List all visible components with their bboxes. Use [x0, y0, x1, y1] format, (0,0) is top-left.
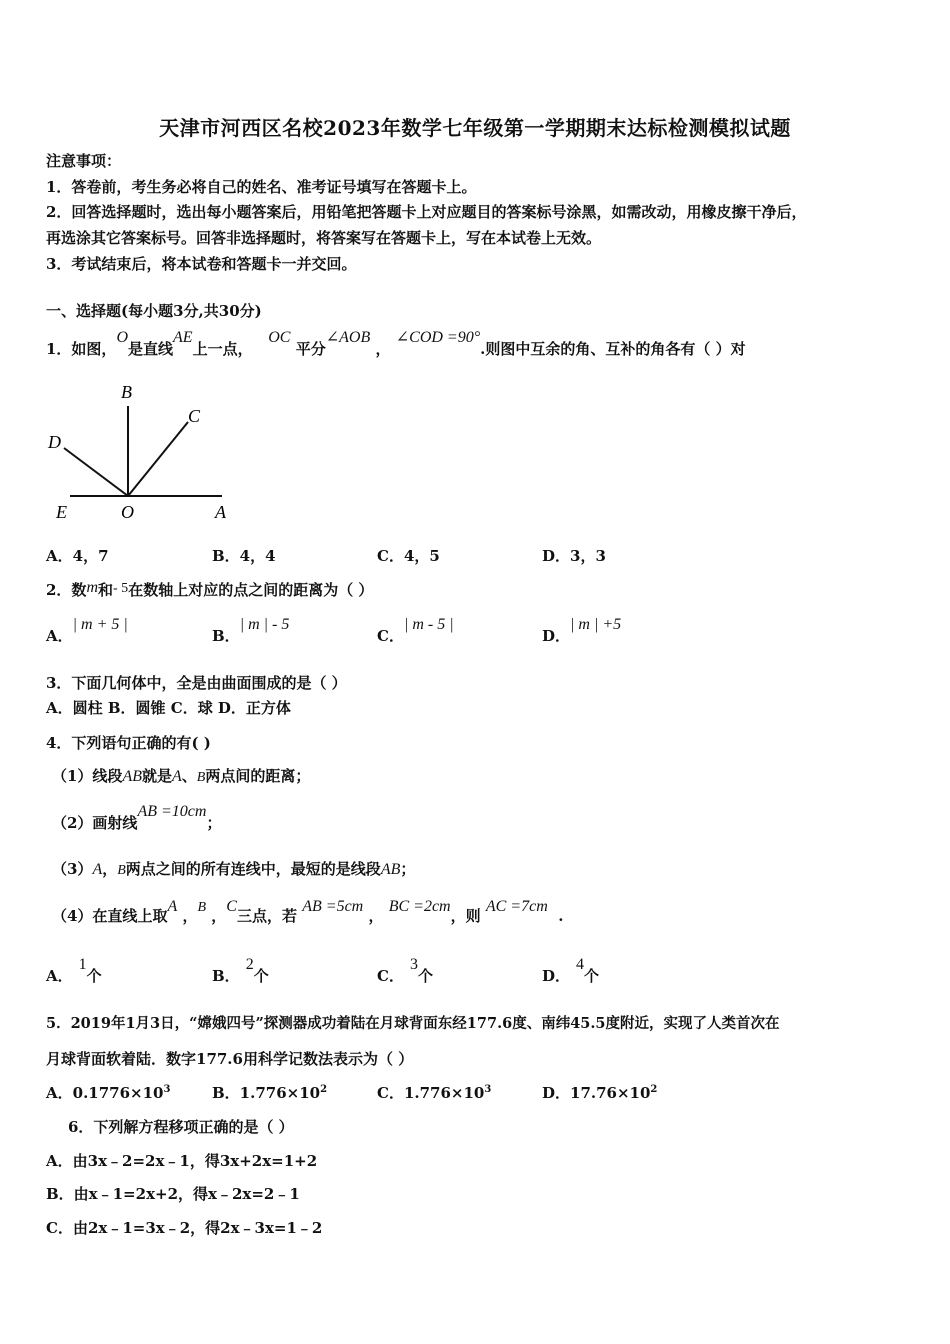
page-title: 天津市河西区名校2023年数学七年级第一学期期末达标检测模拟试题	[159, 116, 791, 140]
q4-option-a[interactable]	[46, 956, 102, 986]
q1-text-3: 上一点，	[192, 340, 253, 358]
q2-math-2: - 5	[113, 581, 129, 596]
q1-text-1: 1．如图，	[46, 340, 117, 358]
q4-s3-text-1: （3）	[52, 860, 93, 878]
q4-s2-text-1: （2）画射线	[52, 814, 138, 832]
notice-item-1: 1．答卷前，考生务必将自己的姓名、准考证号填写在答题卡上。	[46, 178, 477, 196]
q1-figure	[40, 378, 250, 528]
q4-option-d-label: D．	[542, 967, 571, 985]
q4-s1-text-4: 两点间的距离；	[205, 767, 311, 785]
q5-option-b[interactable]	[212, 1082, 327, 1103]
q1-math-5: ∠COD =90°	[395, 329, 481, 346]
q2-text-3: 在数轴上对应的点之间的距离为（ ）	[128, 581, 374, 599]
q4-statement-1	[52, 765, 310, 786]
q2-option-b-expr: | m | - 5	[239, 616, 290, 633]
q4-option-a-label: A．	[46, 967, 73, 985]
q2-math-1: m	[86, 579, 98, 596]
q4-s4-math-6: AC =7cm	[485, 898, 548, 915]
q2-option-d-label: D．	[542, 627, 571, 645]
q4-s4-math-3: C	[226, 898, 237, 915]
q4-s3-math-2: B	[117, 863, 126, 878]
q4-option-b-num: 2	[245, 956, 254, 973]
q4-statement-4	[52, 898, 564, 926]
ray-od	[64, 448, 128, 496]
q4-option-b-label: B．	[212, 967, 240, 985]
q1-math-2: AE	[173, 329, 193, 346]
q2-option-a[interactable]	[46, 616, 128, 646]
q4-option-a-unit: 个	[86, 967, 102, 985]
q6-option-c[interactable]: C．由2x﹣1=3x﹣2，得2x﹣3x=1﹣2	[46, 1219, 323, 1237]
q3-options[interactable]: A．圆柱 B．圆锥 C．球 D．正方体	[46, 699, 291, 717]
q1-math-1: O	[116, 329, 128, 346]
q1-text-6: .则图中互余的角、互补的角各有（ ）对	[480, 340, 746, 358]
q1-math-3: OC	[268, 329, 291, 346]
q2-option-a-expr: | m + 5 |	[72, 616, 128, 633]
question-4-stem: 4．下列语句正确的有( )	[46, 734, 211, 752]
q2-option-b-label: B．	[212, 627, 240, 645]
q5-option-a-exp: 3	[163, 1084, 171, 1095]
question-3-stem: 3．下面几何体中，全是由曲面围成的是（ ）	[46, 674, 347, 692]
q1-text-4: 平分	[295, 340, 326, 358]
q1-option-a[interactable]: A．4，7	[46, 547, 109, 565]
q4-s3-math-3: AB	[380, 861, 401, 878]
q4-s3-text-3: 两点之间的所有连线中，最短的是线段	[125, 860, 381, 878]
q4-option-d-num: 4	[576, 956, 585, 973]
q5-option-d-text: D．17.76×10	[542, 1084, 651, 1102]
q4-option-d-unit: 个	[584, 967, 600, 985]
q4-s1-text-3: 、	[181, 767, 197, 785]
q4-option-d[interactable]	[542, 956, 600, 986]
q6-option-a[interactable]: A．由3x﹣2=2x﹣1，得3x+2x=1+2	[46, 1152, 318, 1170]
notice-item-3: 3．考试结束后，将本试卷和答题卡一并交回。	[46, 255, 357, 273]
q4-s3-math-1: A	[92, 861, 103, 878]
q2-text-2: 和	[98, 581, 114, 599]
q2-option-b[interactable]	[212, 616, 290, 646]
q6-option-b[interactable]: B．由x﹣1=2x+2，得x﹣2x=2﹣1	[46, 1185, 300, 1203]
q4-s1-math-3: B	[196, 770, 206, 785]
q4-s4-math-2: B	[197, 900, 207, 915]
question-6-stem: 6．下列解方程移项正确的是（ ）	[68, 1118, 294, 1136]
label-a: A	[215, 502, 226, 522]
question-5-stem-line-2: 月球背面软着陆．数字177.6用科学记数法表示为（ ）	[46, 1050, 414, 1068]
q5-option-b-exp: 2	[320, 1084, 328, 1095]
label-o: O	[121, 502, 134, 522]
label-c: C	[188, 406, 201, 426]
q2-text-1: 2．数	[46, 581, 87, 599]
q4-s4-text-5: ，	[368, 907, 384, 925]
q4-option-c[interactable]	[377, 956, 433, 986]
q4-s3-text-2: ，	[102, 860, 118, 878]
ray-oc	[128, 422, 188, 496]
q2-option-d[interactable]	[542, 616, 622, 646]
q5-option-b-text: B．1.776×10	[212, 1084, 321, 1102]
q5-option-a[interactable]	[46, 1082, 170, 1103]
q1-math-4: ∠AOB	[325, 329, 371, 346]
section-heading: 一、选择题(每小题3分,共30分)	[46, 302, 262, 320]
q5-option-d[interactable]	[542, 1082, 657, 1103]
question-1-stem	[46, 329, 746, 359]
q4-s4-text-3: ，	[211, 907, 227, 925]
q5-option-d-exp: 2	[650, 1084, 658, 1095]
question-2-stem	[46, 579, 373, 600]
q2-option-c-expr: | m - 5 |	[403, 616, 454, 633]
q4-s4-math-1: A	[167, 898, 178, 915]
q4-statement-3	[52, 858, 415, 879]
q4-s4-math-5: BC =2cm	[388, 898, 451, 915]
q4-s2-text-2: ；	[206, 814, 222, 832]
q5-option-c[interactable]	[377, 1082, 491, 1103]
q1-option-d[interactable]: D．3，3	[542, 547, 606, 565]
q1-text-2: 是直线	[128, 340, 174, 358]
q4-s4-math-4: AB =5cm	[302, 898, 364, 915]
q4-option-a-num: 1	[78, 956, 87, 973]
q4-s4-text-7: .	[558, 907, 564, 925]
q4-option-b[interactable]	[212, 956, 269, 986]
q2-option-d-expr: | m | +5	[570, 616, 622, 633]
q4-s1-text-1: （1）线段	[52, 767, 123, 785]
q5-option-c-text: C．1.776×10	[377, 1084, 485, 1102]
q4-s4-text-4: 三点，若	[236, 907, 297, 925]
question-5-stem-line-1: 5．2019年1月3日，“嫦娥四号”探测器成功着陆在月球背面东经177.6度、南纬45.5度附近，实现了人类首次在	[46, 1015, 780, 1032]
q4-s4-text-1: （4）在直线上取	[52, 907, 168, 925]
q4-s4-text-6: ，则	[450, 907, 481, 925]
q4-option-c-label: C．	[377, 967, 404, 985]
q4-option-c-num: 3	[409, 956, 418, 973]
q4-option-c-unit: 个	[417, 967, 433, 985]
q4-s1-text-2: 就是	[141, 767, 172, 785]
q4-s2-math-1: AB =10cm	[137, 803, 207, 820]
notice-heading: 注意事项：	[46, 152, 122, 170]
notice-item-2: 2．回答选择题时，选出每小题答案后，用铅笔把答题卡上对应题目的答案标号涂黑，如需改动，用橡皮擦干净后，	[46, 203, 807, 221]
label-b: B	[121, 382, 132, 402]
q2-option-a-label: A．	[46, 627, 73, 645]
q4-s3-text-4: ；	[400, 860, 416, 878]
q4-s4-text-2: ，	[182, 907, 198, 925]
label-d: D	[48, 432, 61, 452]
q2-option-c[interactable]	[377, 616, 454, 646]
label-e: E	[56, 502, 67, 522]
q4-option-b-unit: 个	[253, 967, 269, 985]
q4-s1-math-1: AB	[122, 768, 142, 785]
q1-text-5: ，	[375, 340, 391, 358]
q4-statement-2	[52, 803, 222, 833]
q2-option-c-label: C．	[377, 627, 404, 645]
q4-s1-math-2: A	[172, 768, 182, 785]
q5-option-c-exp: 3	[484, 1084, 492, 1095]
q1-option-b[interactable]: B．4，4	[212, 547, 276, 565]
q1-option-c[interactable]: C．4，5	[377, 547, 440, 565]
q5-option-a-text: A．0.1776×10	[46, 1084, 164, 1102]
notice-item-2-cont: 再选涂其它答案标号。回答非选择题时，将答案写在答题卡上，写在本试卷上无效。	[46, 229, 602, 247]
